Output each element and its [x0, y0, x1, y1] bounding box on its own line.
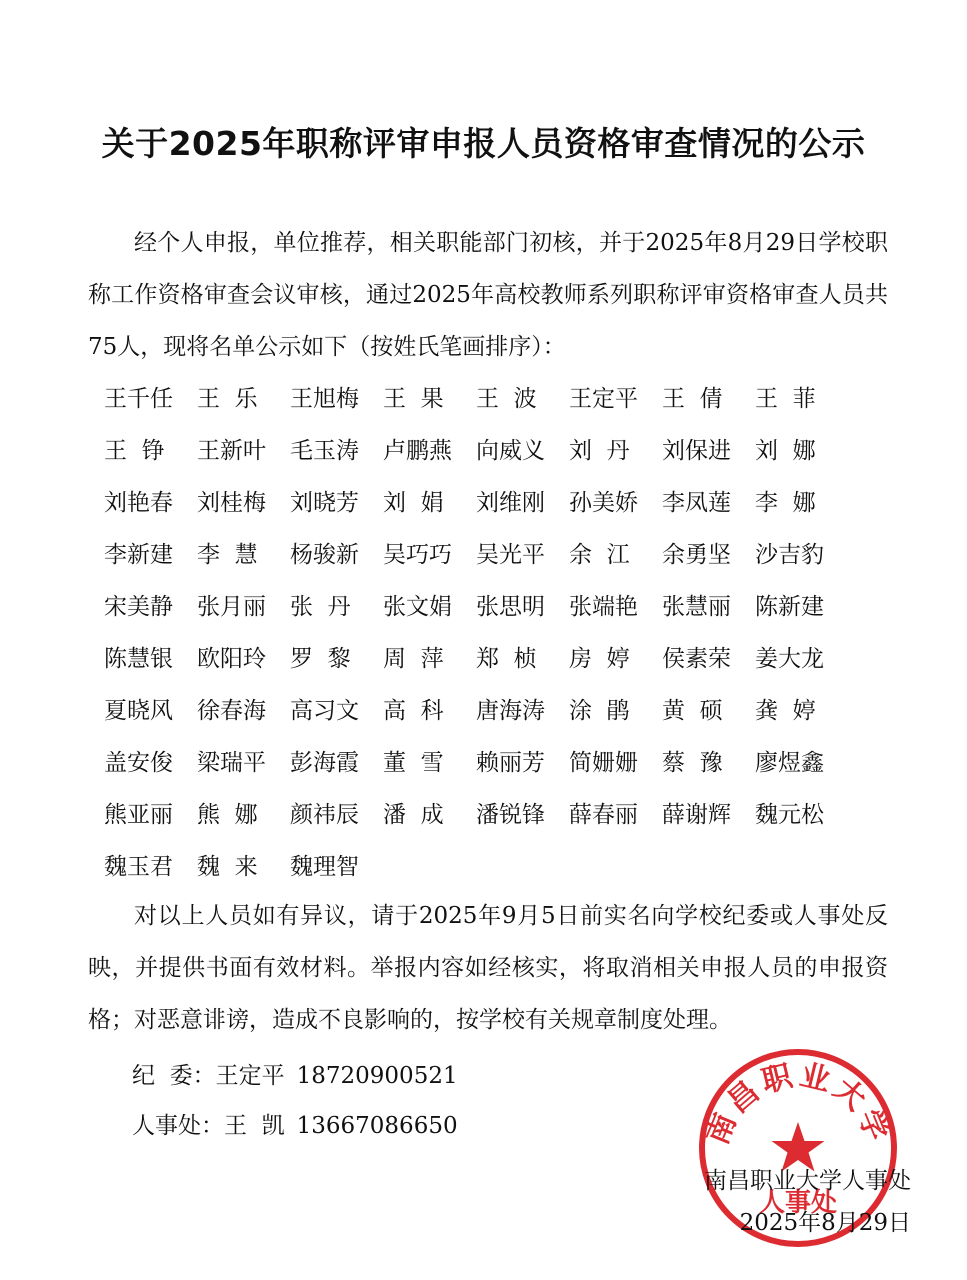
name-item: 高习文: [290, 698, 359, 724]
name-item: 张月丽: [197, 594, 266, 620]
name-item: 刘 娜: [755, 438, 816, 464]
name-item: 颜祎辰: [290, 802, 359, 828]
name-item: 孙美娇: [569, 490, 638, 516]
name-item: 魏元松: [755, 802, 824, 828]
name-item: 刘 娟: [383, 490, 444, 516]
name-item: 简姗姗: [569, 750, 638, 776]
seal-center-text: 人事处: [758, 1188, 838, 1218]
signature-date: 2025年8月29日: [739, 1210, 911, 1236]
name-item: 高 科: [383, 698, 444, 724]
contact-person: 王定平: [215, 1063, 285, 1089]
name-item: 余 江: [569, 542, 630, 568]
name-item: 魏 来: [197, 854, 258, 880]
name-item: 赖丽芳: [476, 750, 545, 776]
name-item: 魏理智: [290, 854, 359, 880]
name-item: 刘艳春: [104, 490, 173, 516]
objection-paragraph: 对以上人员如有异议，请于2025年9月5日前实名向学校纪委或人事处反映，并提供书面有效材料。举报内容如经核实，将取消相关申报人员的申报资格；对恶意诽谤，造成不良影响的，按学校有关规章制度处理。: [88, 903, 888, 1033]
name-item: 薛谢辉: [662, 802, 731, 828]
name-item: 涂 鹃: [569, 698, 630, 724]
name-item: 侯素荣: [662, 646, 731, 672]
name-item: 王 铮: [104, 438, 165, 464]
name-item: 张思明: [476, 594, 545, 620]
name-item: 盖安俊: [104, 750, 173, 776]
name-item: 向威义: [476, 438, 545, 464]
name-item: 李 慧: [197, 542, 258, 568]
name-item: 陈慧银: [104, 646, 173, 672]
name-item: 董 雪: [383, 750, 444, 776]
name-item: 王 波: [476, 386, 537, 412]
signature-org: 南昌职业大学人事处: [704, 1168, 911, 1194]
name-item: 黄 硕: [662, 698, 723, 724]
name-item: 蔡 豫: [662, 750, 723, 776]
name-item: 徐春海: [197, 698, 266, 724]
name-item: 李新建: [104, 542, 173, 568]
name-item: 刘维刚: [476, 490, 545, 516]
name-item: 张 丹: [290, 594, 351, 620]
contact-dept: 纪 委：: [132, 1063, 216, 1089]
name-item: 姜大龙: [755, 646, 824, 672]
name-item: 王 果: [383, 386, 444, 412]
name-item: 余勇坚: [662, 542, 731, 568]
contact-person: 王 凯: [224, 1113, 285, 1139]
name-item: 王旭梅: [290, 386, 359, 412]
name-item: 毛玉涛: [290, 438, 359, 464]
name-item: 王定平: [569, 386, 638, 412]
contact-discipline: [132, 1050, 458, 1102]
name-item: 梁瑞平: [197, 750, 266, 776]
name-item: 张慧丽: [662, 594, 731, 620]
name-item: 吴巧巧: [383, 542, 452, 568]
name-item: 潘锐锋: [476, 802, 545, 828]
name-item: 周 萍: [383, 646, 444, 672]
name-item: 刘 丹: [569, 438, 630, 464]
name-item: 李 娜: [755, 490, 816, 516]
contact-phone: 18720900521: [296, 1063, 458, 1089]
name-item: 夏晓风: [104, 698, 173, 724]
name-item: 刘晓芳: [290, 490, 359, 516]
name-item: 张端艳: [569, 594, 638, 620]
name-item: 唐海涛: [476, 698, 545, 724]
name-item: 宋美静: [104, 594, 173, 620]
name-item: 沙吉豹: [755, 542, 824, 568]
name-item: 王 倩: [662, 386, 723, 412]
contact-phone: 13667086650: [296, 1113, 458, 1139]
name-item: 房 婷: [569, 646, 630, 672]
name-item: 李凤莲: [662, 490, 731, 516]
name-item: 彭海霞: [290, 750, 359, 776]
name-item: 熊亚丽: [104, 802, 173, 828]
name-item: 陈新建: [755, 594, 824, 620]
name-item: 刘桂梅: [197, 490, 266, 516]
name-item: 薛春丽: [569, 802, 638, 828]
contact-hr: [132, 1100, 458, 1152]
names-list: [104, 373, 864, 893]
name-item: 刘保进: [662, 438, 731, 464]
name-item: 欧阳玲: [197, 646, 266, 672]
name-item: 魏玉君: [104, 854, 173, 880]
seal-star-icon: [772, 1122, 825, 1172]
name-item: 郑 桢: [476, 646, 537, 672]
intro-paragraph: 经个人申报，单位推荐，相关职能部门初核，并于2025年8月29日学校职称工作资格审查会议审核，通过2025年高校教师系列职称评审资格审查人员共75人，现将名单公示如下（按姓氏笔画排序）：: [88, 230, 888, 360]
seal-arc-text: 南昌职业大学: [699, 1057, 897, 1150]
name-item: 杨骏新: [290, 542, 359, 568]
name-item: 卢鹏燕: [383, 438, 452, 464]
name-item: 龚 婷: [755, 698, 816, 724]
name-item: 张文娟: [383, 594, 452, 620]
name-item: 罗 黎: [290, 646, 351, 672]
name-item: 熊 娜: [197, 802, 258, 828]
name-item: 王 菲: [755, 386, 816, 412]
name-item: 王 乐: [197, 386, 258, 412]
name-item: 潘 成: [383, 802, 444, 828]
name-item: 王新叶: [197, 438, 266, 464]
name-item: 王千任: [104, 386, 173, 412]
contact-dept: 人事处：: [132, 1113, 224, 1139]
name-item: 吴光平: [476, 542, 545, 568]
name-item: 廖煜鑫: [755, 750, 824, 776]
document-title: 关于2025年职称评审申报人员资格审查情况的公示: [101, 124, 866, 163]
